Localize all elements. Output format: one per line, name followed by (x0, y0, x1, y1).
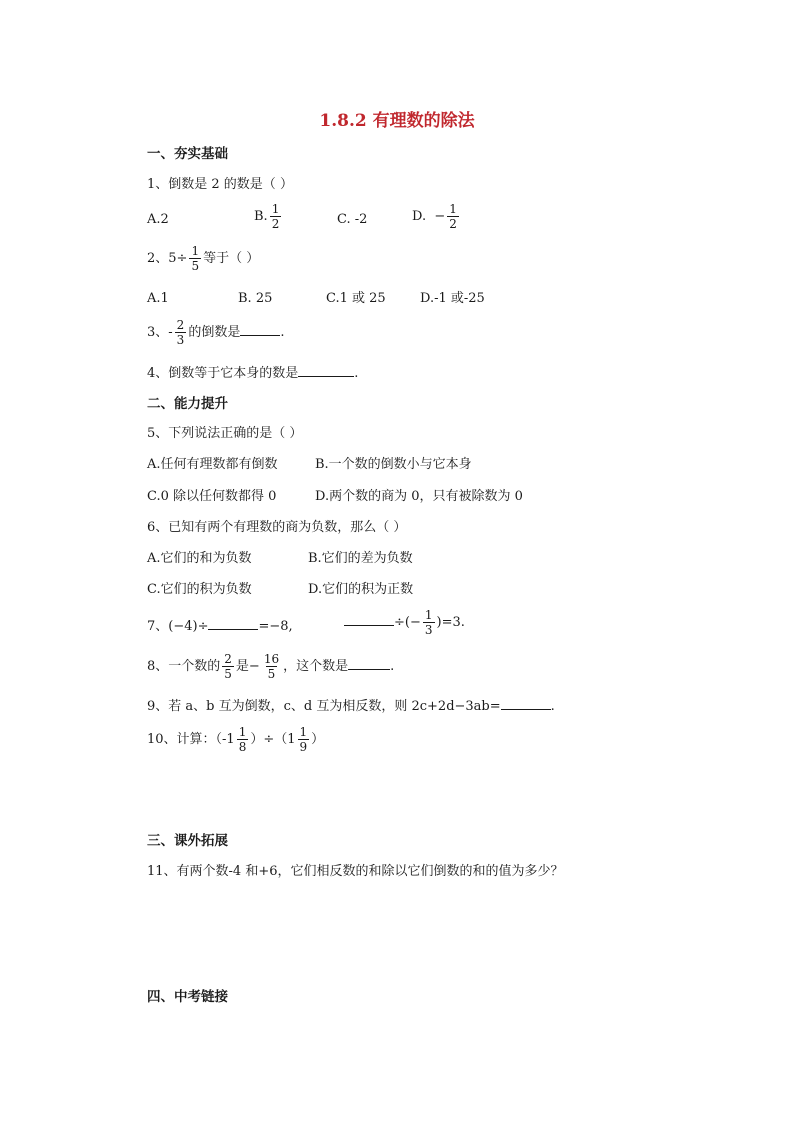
question-3-prefix: 3、- (147, 325, 173, 340)
question-5-option-c: C.0 除以任何数都得 0 (147, 489, 277, 504)
question-8-end: . (390, 659, 395, 674)
fraction-numerator: 1 (449, 202, 457, 216)
question-10-prefix: 10、计算：（-1 (147, 732, 235, 747)
question-6-option-d: D.它们的积为正数 (308, 582, 414, 597)
question-1-option-d (412, 202, 461, 231)
fraction-denominator: 5 (191, 259, 200, 273)
question-6-option-a: A.它们的和为负数 (147, 551, 252, 566)
question-2-option-d: D.-1 或-25 (420, 291, 485, 306)
fraction-numerator: 2 (224, 652, 232, 666)
question-7-prefix: 7、(−4)÷ (147, 619, 209, 634)
question-4-text: 4、倒数等于它本身的数是 (147, 366, 299, 381)
question-6-option-b: B.它们的差为负数 (308, 551, 413, 566)
section-heading-basics: 一、夯实基础 (147, 146, 228, 162)
fraction (447, 202, 459, 231)
question-4-stem (147, 364, 358, 383)
question-10-suffix: ） (311, 732, 325, 747)
question-5-option-b: B.一个数的倒数小与它本身 (315, 457, 472, 472)
option-d-prefix: D. (412, 209, 427, 224)
question-2-prefix: 2、5÷ (147, 251, 188, 266)
fraction-denominator: 2 (449, 217, 457, 231)
fraction (423, 608, 435, 637)
answer-blank[interactable] (240, 323, 280, 336)
question-8-stem (147, 652, 394, 681)
question-8-mid: 是− (235, 659, 260, 674)
fraction-numerator: 1 (238, 725, 247, 739)
question-5-option-d: D.两个数的商为 0，只有被除数为 0 (315, 489, 523, 504)
question-9-text: 9、若 a、b 互为倒数，c、d 互为相反数，则 2c+2d−3ab= (147, 699, 501, 714)
answer-blank[interactable] (344, 613, 394, 626)
question-9-end: . (550, 699, 555, 714)
option-b-prefix: B. (254, 209, 268, 224)
question-1-option-b (254, 202, 283, 231)
answer-blank[interactable] (208, 617, 258, 630)
question-5-stem: 5、下列说法正确的是（ ） (147, 426, 303, 441)
fraction-denominator: 3 (176, 333, 185, 347)
question-2-option-a: A.1 (147, 291, 169, 306)
question-6-option-c: C.它们的积为负数 (147, 582, 252, 597)
fraction-denominator: 2 (271, 217, 280, 231)
fraction (298, 725, 310, 754)
question-2-option-c: C.1 或 25 (326, 291, 386, 306)
question-6-stem: 6、已知有两个有理数的商为负数，那么（ ） (147, 520, 407, 535)
question-2-stem (147, 244, 259, 273)
question-8-prefix: 8、一个数的 (147, 659, 221, 674)
question-1-stem: 1、倒数是 2 的数是（ ） (147, 177, 293, 192)
fraction-numerator: 1 (191, 244, 200, 258)
fraction-denominator: 8 (238, 740, 247, 754)
fraction-denominator: 9 (299, 740, 308, 754)
answer-blank[interactable] (501, 697, 551, 710)
question-3-end: . (280, 325, 285, 340)
fraction-denominator: 5 (267, 667, 276, 681)
question-7-part-2 (344, 608, 465, 637)
question-10-mid: ）÷（1 (250, 732, 296, 747)
answer-blank[interactable] (298, 364, 354, 377)
question-5-option-a: A.任何有理数都有倒数 (147, 457, 278, 472)
fraction (222, 652, 234, 681)
question-2-suffix: 等于（ ） (203, 251, 260, 266)
answer-blank[interactable] (348, 657, 390, 670)
fraction (175, 318, 187, 347)
question-3-stem (147, 318, 284, 347)
page-title: 1.8.2 有理数的除法 (319, 111, 475, 131)
question-9-stem (147, 697, 555, 716)
question-10-stem (147, 725, 324, 754)
section-heading-ability: 二、能力提升 (147, 396, 228, 412)
minus-sign: − (434, 209, 446, 224)
fraction (262, 652, 281, 681)
question-7-mid: ÷(− (394, 615, 421, 630)
question-7-part-1 (147, 617, 293, 636)
question-11-stem: 11、有两个数-4 和+6，它们相反数的和除以它们倒数的和的值为多少？ (147, 864, 564, 879)
question-7-end: )=3. (436, 615, 465, 630)
fraction-numerator: 16 (263, 652, 280, 666)
fraction-numerator: 1 (299, 725, 308, 739)
fraction (270, 202, 282, 231)
question-4-end: . (354, 366, 359, 381)
section-heading-exam-link: 四、中考链接 (147, 989, 228, 1005)
fraction-numerator: 1 (424, 608, 433, 622)
fraction-numerator: 2 (176, 318, 185, 332)
fraction-denominator: 3 (424, 623, 433, 637)
question-2-option-b: B. 25 (238, 291, 273, 306)
question-7-suffix: =−8, (258, 619, 293, 634)
question-3-suffix: 的倒数是 (188, 325, 241, 340)
question-1-option-c: C. -2 (337, 212, 368, 227)
fraction-denominator: 5 (224, 667, 232, 681)
section-heading-extension: 三、课外拓展 (147, 833, 228, 849)
question-8-suffix: ，这个数是 (283, 659, 349, 674)
question-1-option-a: A.2 (147, 212, 169, 227)
fraction (237, 725, 249, 754)
fraction (189, 244, 201, 273)
fraction-numerator: 1 (271, 202, 280, 216)
